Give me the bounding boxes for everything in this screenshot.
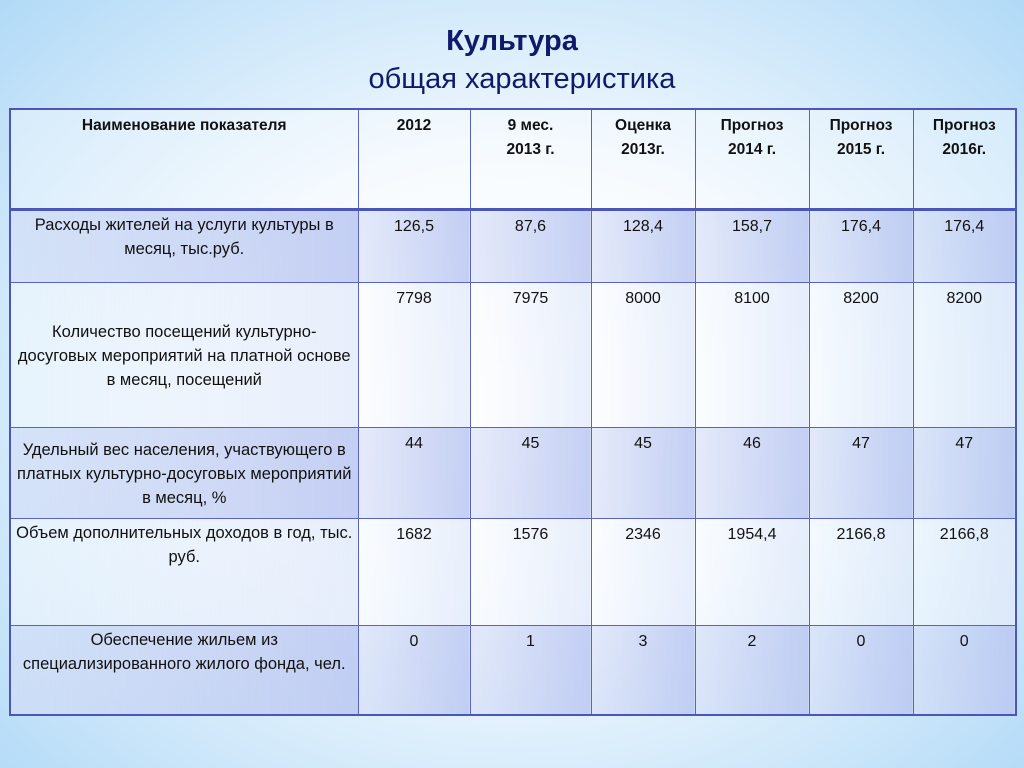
- cell-value: 44: [358, 427, 470, 518]
- cell-value: 47: [913, 427, 1016, 518]
- cell-value: 1954,4: [695, 518, 809, 625]
- cell-value: 126,5: [358, 209, 470, 282]
- header-forecast-2015: Прогноз 2015 г.: [809, 109, 913, 209]
- cell-value: 46: [695, 427, 809, 518]
- table-row: [10, 518, 1016, 625]
- row-label: Удельный вес населения, участвующего в платных культурно-досуговых мероприятий в месяц, %: [10, 427, 358, 518]
- cell-value: 45: [470, 427, 591, 518]
- header-forecast-2014: Прогноз 2014 г.: [695, 109, 809, 209]
- table-row: [10, 209, 1016, 282]
- header-forecast-2016: Прогноз 2016г.: [913, 109, 1016, 209]
- table-row: [10, 282, 1016, 427]
- cell-value: 87,6: [470, 209, 591, 282]
- row-label: Расходы жителей на услуги культуры в месяц, тыс.руб.: [10, 209, 358, 282]
- cell-value: 2: [695, 625, 809, 715]
- cell-value: 2346: [591, 518, 695, 625]
- title-main: Культура: [446, 25, 578, 57]
- cell-value: 1682: [358, 518, 470, 625]
- header-2012: 2012: [358, 109, 470, 209]
- indicators-table: [9, 108, 1017, 716]
- row-label: Обеспечение жильем из специализированного жилого фонда, чел.: [10, 625, 358, 715]
- cell-value: 7975: [470, 282, 591, 427]
- cell-value: 2166,8: [913, 518, 1016, 625]
- cell-value: 0: [358, 625, 470, 715]
- cell-value: 1576: [470, 518, 591, 625]
- cell-value: 158,7: [695, 209, 809, 282]
- cell-value: 47: [809, 427, 913, 518]
- table-header-row: [10, 109, 1016, 209]
- table-row: [10, 427, 1016, 518]
- cell-value: 3: [591, 625, 695, 715]
- cell-value: 1: [470, 625, 591, 715]
- cell-value: 128,4: [591, 209, 695, 282]
- header-indicator-name: Наименование показателя: [10, 109, 358, 209]
- cell-value: 8200: [809, 282, 913, 427]
- header-9m-2013: 9 мес. 2013 г.: [470, 109, 591, 209]
- cell-value: 8200: [913, 282, 1016, 427]
- cell-value: 7798: [358, 282, 470, 427]
- table-row: [10, 625, 1016, 715]
- cell-value: 8100: [695, 282, 809, 427]
- cell-value: 8000: [591, 282, 695, 427]
- cell-value: 176,4: [913, 209, 1016, 282]
- cell-value: 0: [913, 625, 1016, 715]
- cell-value: 2166,8: [809, 518, 913, 625]
- cell-value: 176,4: [809, 209, 913, 282]
- header-estimate-2013: Оценка 2013г.: [591, 109, 695, 209]
- cell-value: 0: [809, 625, 913, 715]
- cell-value: 45: [591, 427, 695, 518]
- slide-title: [0, 22, 1024, 98]
- row-label: Количество посещений культурно-досуговых мероприятий на платной основе в месяц, посещений: [10, 282, 358, 427]
- title-subtitle: общая характеристика: [368, 63, 676, 95]
- row-label: Объем дополнительных доходов в год, тыс. руб.: [10, 518, 358, 625]
